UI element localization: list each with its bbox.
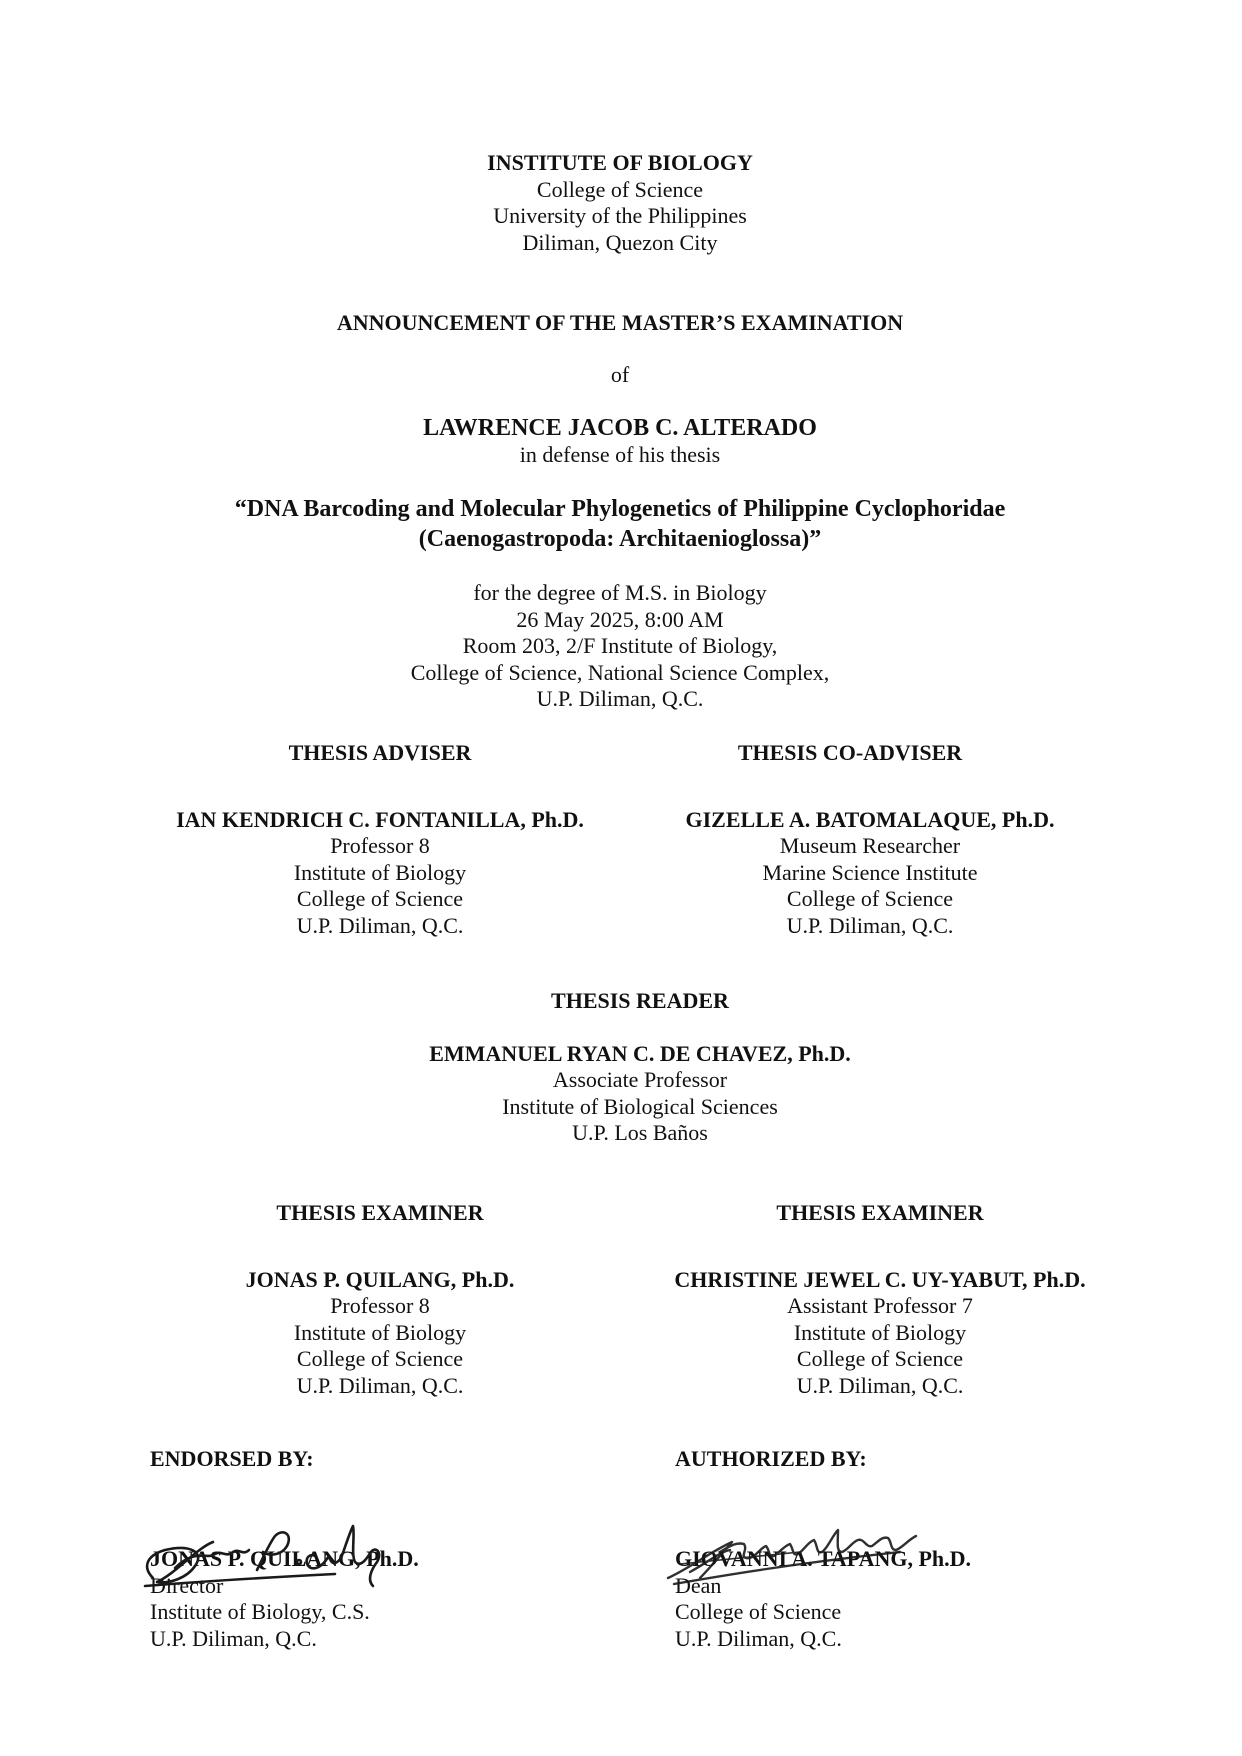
endorser-name: JONAS P. QUILANG, Ph.D. <box>150 1546 419 1571</box>
authorizer-name: GIOVANNI A. TAPANG, Ph.D. <box>675 1546 972 1571</box>
thesis-examiner-2-block <box>630 1200 1130 1399</box>
announcement-title: ANNOUNCEMENT OF THE MASTER’S EXAMINATION <box>336 310 904 335</box>
location: Diliman, Quezon City <box>522 229 718 255</box>
examiner1-college: College of Science <box>296 1346 464 1371</box>
authorizer-block <box>675 1546 971 1652</box>
authorized-label: AUTHORIZED BY: <box>675 1446 867 1471</box>
endorsed-label: ENDORSED BY: <box>150 1446 314 1471</box>
examiner2-campus: U.P. Diliman, Q.C. <box>796 1372 964 1398</box>
thesis-adviser-block <box>130 740 630 939</box>
co-adviser-name: GIZELLE A. BATOMALAQUE, Ph.D. <box>685 806 1055 832</box>
institute-header <box>360 150 880 256</box>
thesis-title <box>120 494 1120 554</box>
examiner1-campus: U.P. Diliman, Q.C. <box>296 1372 464 1398</box>
exam-details <box>320 580 920 713</box>
adviser-campus: U.P. Diliman, Q.C. <box>296 912 464 938</box>
endorser-campus: U.P. Diliman, Q.C. <box>150 1625 317 1651</box>
co-adviser-unit: Marine Science Institute <box>762 859 978 885</box>
reader-position: Associate Professor <box>552 1067 728 1092</box>
candidate-block <box>300 414 940 469</box>
endorsed-label-block <box>150 1446 314 1473</box>
examiner2-name: CHRISTINE JEWEL C. UY-YABUT, Ph.D. <box>674 1266 1086 1292</box>
exam-complex: College of Science, National Science Complex, <box>410 659 830 685</box>
co-adviser-role: THESIS CO-ADVISER <box>737 740 963 765</box>
thesis-examiner-1-block <box>130 1200 630 1399</box>
authorized-label-block <box>675 1446 867 1473</box>
examiner1-name: JONAS P. QUILANG, Ph.D. <box>245 1266 515 1292</box>
co-adviser-position: Museum Researcher <box>779 833 961 858</box>
adviser-name: IAN KENDRICH C. FONTANILLA, Ph.D. <box>176 806 584 832</box>
authorizer-campus: U.P. Diliman, Q.C. <box>675 1625 842 1651</box>
authorizer-unit: College of Science <box>675 1599 842 1624</box>
examiner2-unit: Institute of Biology <box>793 1319 967 1345</box>
thesis-title-line1: “DNA Barcoding and Molecular Phylogenetics of Philippine Cyclophoridae <box>234 496 1006 522</box>
endorser-block <box>150 1546 419 1652</box>
reader-campus: U.P. Los Baños <box>572 1120 708 1145</box>
endorser-unit: Institute of Biology, C.S. <box>150 1599 370 1624</box>
adviser-role: THESIS ADVISER <box>288 740 472 765</box>
adviser-college: College of Science <box>296 886 464 911</box>
exam-campus: U.P. Diliman, Q.C. <box>536 686 704 711</box>
candidate-name: LAWRENCE JACOB C. ALTERADO <box>423 415 817 441</box>
examiner2-position: Assistant Professor 7 <box>787 1293 973 1318</box>
degree-text: for the degree of M.S. in Biology <box>473 580 767 605</box>
exam-room: Room 203, 2/F Institute of Biology, <box>462 633 778 658</box>
reader-name: EMMANUEL RYAN C. DE CHAVEZ, Ph.D. <box>429 1040 851 1066</box>
examiner2-role: THESIS EXAMINER <box>776 1200 984 1225</box>
adviser-position: Professor 8 <box>330 833 430 858</box>
of-text: of <box>610 362 630 387</box>
exam-datetime: 26 May 2025, 8:00 AM <box>516 606 724 632</box>
thesis-title-line2: (Caenogastropoda: Architaenioglossa)” <box>418 526 822 552</box>
college-name: College of Science <box>536 176 704 202</box>
endorser-position: Director <box>150 1572 224 1598</box>
co-adviser-campus: U.P. Diliman, Q.C. <box>786 912 954 938</box>
thesis-reader-block <box>390 988 890 1147</box>
adviser-unit: Institute of Biology <box>293 859 467 885</box>
authorizer-position: Dean <box>675 1572 722 1598</box>
reader-role: THESIS READER <box>551 988 729 1013</box>
university-name: University of the Philippines <box>493 203 747 228</box>
examiner1-unit: Institute of Biology <box>293 1319 467 1345</box>
defense-text: in defense of his thesis <box>519 442 721 467</box>
co-adviser-college: College of Science <box>786 886 954 911</box>
examiner1-position: Professor 8 <box>330 1293 430 1318</box>
thesis-co-adviser-block <box>620 740 1120 939</box>
examiner1-role: THESIS EXAMINER <box>276 1200 484 1225</box>
institute-name: INSTITUTE OF BIOLOGY <box>487 150 753 175</box>
reader-unit: Institute of Biological Sciences <box>502 1093 778 1119</box>
examiner2-college: College of Science <box>796 1346 964 1371</box>
